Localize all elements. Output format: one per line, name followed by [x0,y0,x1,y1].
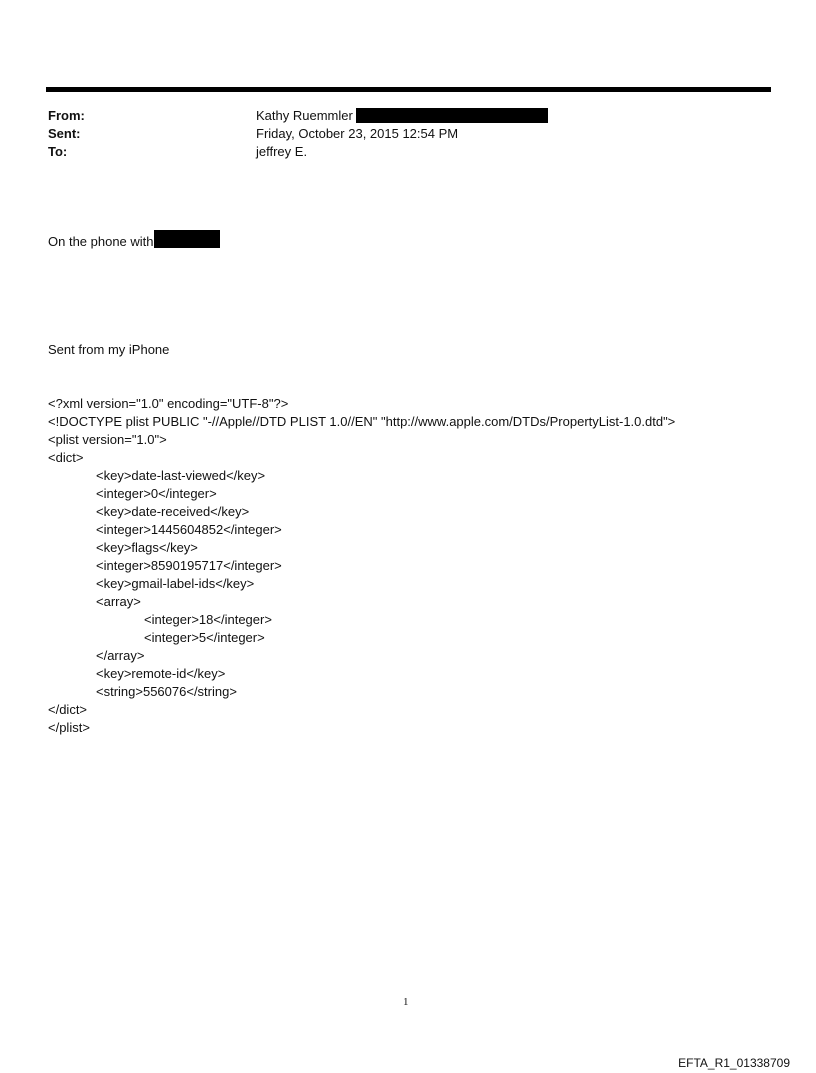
plist-line: </array> [96,648,145,663]
email-body [48,197,768,755]
sent-value: Friday, October 23, 2015 12:54 PM [256,126,459,141]
email-header [48,107,748,161]
plist-line: </plist> [48,720,90,735]
plist-line: <array> [96,594,141,609]
plist-line: <key>date-last-viewed</key> [96,468,266,483]
sent-label: Sent: [48,126,81,141]
document-id: EFTA_R1_01338709 [678,1056,790,1070]
plist-block [48,395,768,737]
from-row [48,107,748,125]
to-row [48,143,748,161]
plist-line: <integer>8590195717</integer> [96,558,282,573]
plist-line: <key>remote-id</key> [96,666,226,681]
from-value-wrap [256,107,548,125]
plist-line: <integer>5</integer> [144,630,265,645]
redaction-box [154,230,220,248]
signature-line: Sent from my iPhone [48,342,170,357]
plist-line: <!DOCTYPE plist PUBLIC "-//Apple//DTD PLIST 1.0//EN" "http://www.apple.com/DTDs/PropertyList-1.0.dtd"> [48,414,676,429]
intro-line [48,233,768,251]
plist-line: <integer>0</integer> [96,486,217,501]
plist-line: </dict> [48,702,88,717]
from-label: From: [48,108,85,123]
to-value: jeffrey E. [256,144,308,159]
redaction-box [356,108,548,123]
header-rule [46,87,771,92]
plist-line: <integer>1445604852</integer> [96,522,282,537]
to-label: To: [48,144,68,159]
plist-line: <integer>18</integer> [144,612,272,627]
sent-row [48,125,748,143]
plist-line: <?xml version="1.0" encoding="UTF-8"?> [48,396,289,411]
plist-line: <key>date-received</key> [96,504,250,519]
plist-line: <key>gmail-label-ids</key> [96,576,255,591]
plist-line: <key>flags</key> [96,540,198,555]
plist-line: <dict> [48,450,84,465]
plist-line: <plist version="1.0"> [48,432,167,447]
page-number: 1 [403,996,409,1008]
plist-line: <string>556076</string> [96,684,237,699]
spacer [48,287,768,305]
from-value: Kathy Ruemmler [256,108,353,123]
intro-text: On the phone with [48,234,154,249]
